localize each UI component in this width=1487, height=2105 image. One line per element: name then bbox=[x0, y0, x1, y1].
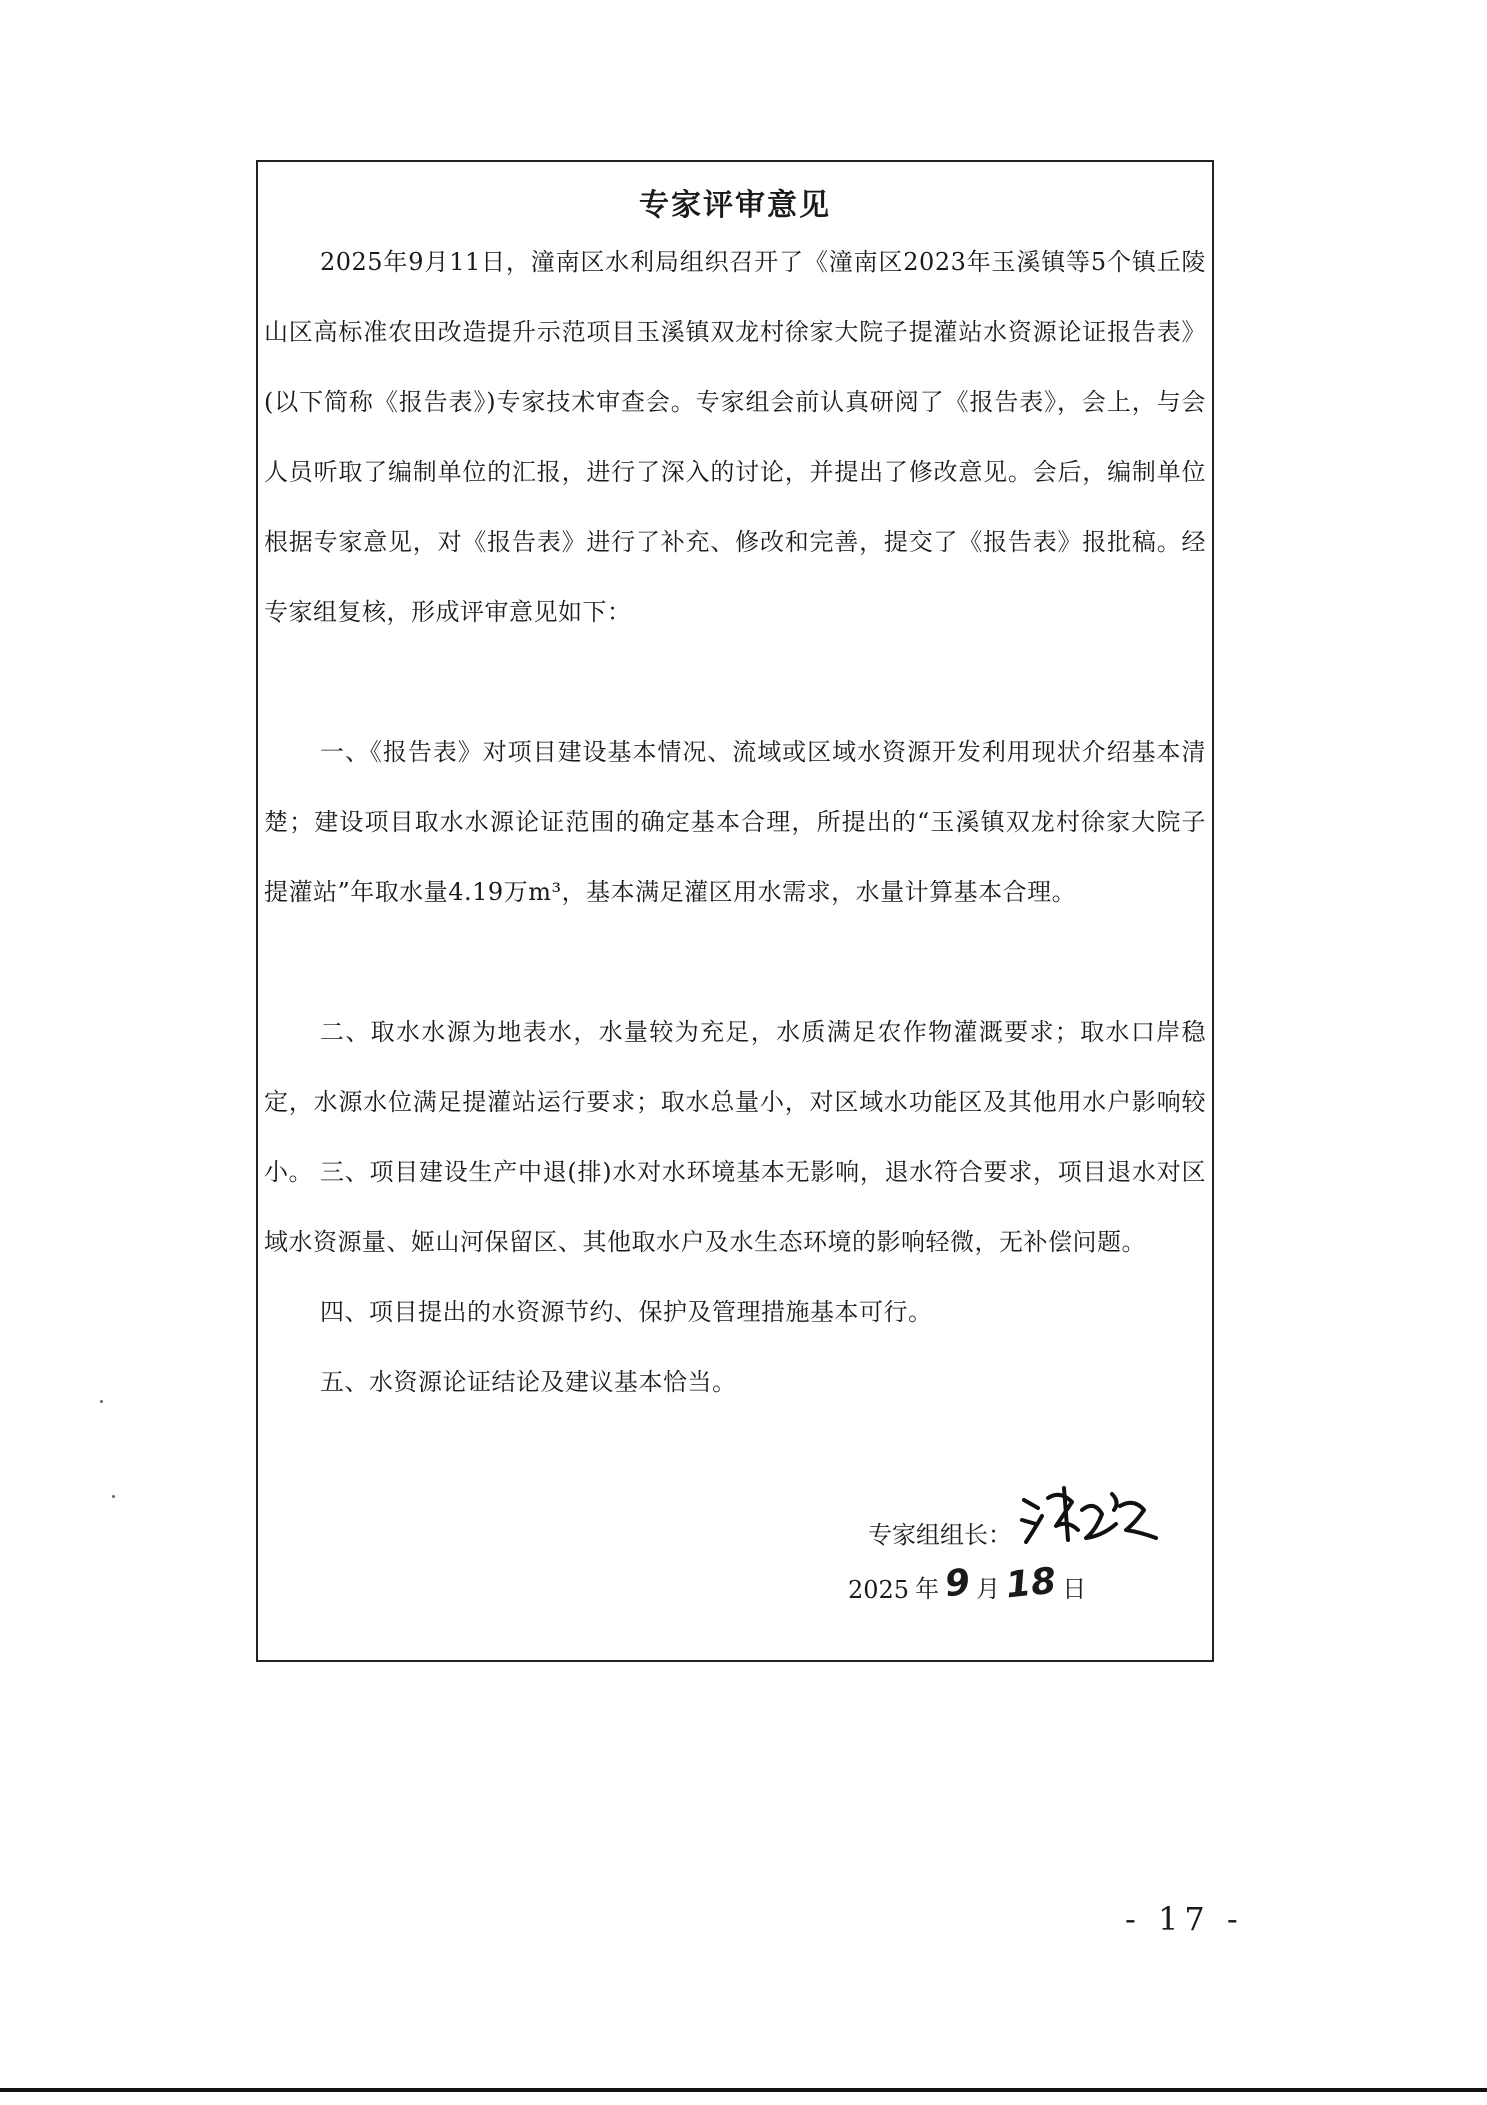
signature-date bbox=[848, 1560, 1087, 1607]
opinion-item-3: 三、项目建设生产中退(排)水对水环境基本无影响，退水符合要求，项目退水对区域水资源量、姬山河保留区、其他取水户及水生态环境的影响轻微，无补偿问题。 bbox=[264, 1158, 1206, 1256]
scan-speck bbox=[112, 1495, 115, 1498]
date-day-handwritten: 18 bbox=[1004, 1560, 1059, 1607]
page-number: - 17 - bbox=[1125, 1900, 1244, 1938]
signer-label: 专家组组长： bbox=[868, 1521, 1012, 1549]
intro-paragraph: 2025年9月11日，潼南区水利局组织召开了《潼南区2023年玉溪镇等5个镇丘陵山区高标准农田改造提升示范项目玉溪镇双龙村徐家大院子提灌站水资源论证报告表》(以下简称《报告表》)专家技术审查会。专家组会前认真研阅了《报告表》，会上，与会人员听取了编制单位的汇报，进行了深入的讨论，并提出了修改意见。会后，编制单位根据专家意见，对《报告表》进行了补充、修改和完善，提交了《报告表》报批稿。经专家组复核，形成评审意见如下： bbox=[264, 248, 1206, 626]
bottom-rule bbox=[0, 2088, 1487, 2092]
scan-speck bbox=[100, 1400, 103, 1403]
date-month-unit: 月 bbox=[976, 1575, 1001, 1603]
signature-line bbox=[868, 1480, 1166, 1550]
opinion-item-2: 二、取水水源为地表水，水量较为充足，水质满足农作物灌溉要求；取水口岸稳定，水源水位满足提灌站运行要求；取水总量小，对区域水功能区及其他用水户影响较小。 bbox=[264, 1018, 1206, 1186]
document-title: 专家评审意见 bbox=[639, 188, 831, 223]
opinion-item-4: 四、项目提出的水资源节约、保护及管理措施基本可行。 bbox=[320, 1298, 933, 1326]
date-month-handwritten: 9 bbox=[942, 1561, 973, 1606]
review-opinion-box bbox=[256, 160, 1214, 1662]
date-year-unit: 年 bbox=[915, 1575, 940, 1603]
handwritten-signature bbox=[1016, 1480, 1166, 1550]
date-year: 2025 bbox=[848, 1576, 910, 1604]
opinion-item-1: 一、《报告表》对项目建设基本情况、流域或区域水资源开发利用现状介绍基本清楚；建设项目取水水源论证范围的确定基本合理，所提出的“玉溪镇双龙村徐家大院子提灌站”年取水量4.19万m³，基本满足灌区用水需求，水量计算基本合理。 bbox=[264, 738, 1206, 906]
opinion-item-5: 五、水资源论证结论及建议基本恰当。 bbox=[320, 1368, 737, 1396]
date-day-unit: 日 bbox=[1062, 1575, 1087, 1603]
